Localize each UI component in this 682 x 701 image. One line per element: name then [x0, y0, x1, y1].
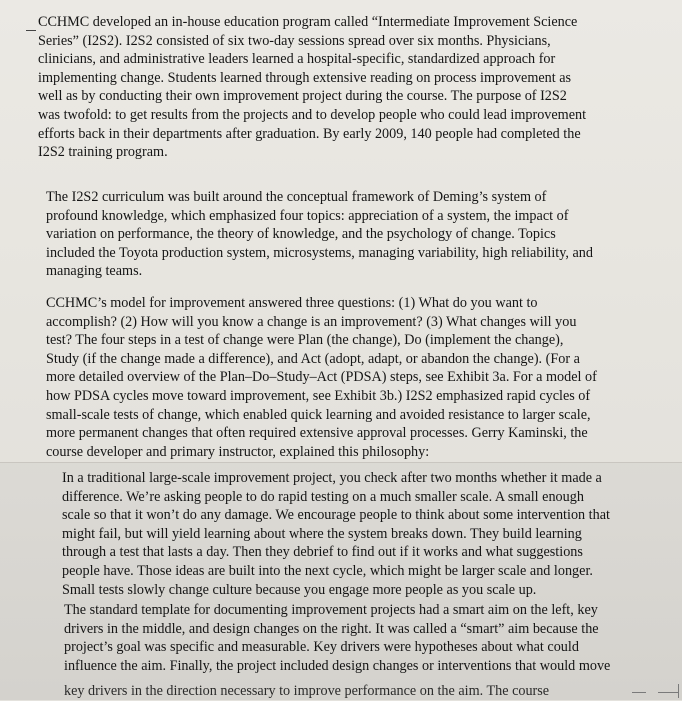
- text-line: course developer and primary instructor, explained this philosophy:: [46, 443, 430, 460]
- paragraph-standard-template: [64, 601, 674, 675]
- edge-tick: [678, 684, 679, 698]
- edge-line: [658, 692, 678, 693]
- text-line: key drivers in the direction necessary to improve performance on the aim. The course: [64, 683, 550, 699]
- text-line: managing teams.: [46, 263, 143, 280]
- block-quote: [62, 469, 672, 599]
- paragraph-curriculum: [46, 188, 676, 281]
- text-line: influence the aim. Finally, the project included design changes or interventions that would move: [64, 657, 611, 674]
- text-line: more permanent changes that often required extensive approval processes. Gerry Kaminski, the: [46, 425, 588, 442]
- paragraph-i2s2-program: [38, 13, 678, 162]
- text-line: variation on performance, the theory of knowledge, and the psychology of change. Topics: [46, 226, 556, 243]
- text-line: profound knowledge, which emphasized four topics: appreciation of a system, the impact of: [46, 207, 569, 224]
- text-line: efforts back in their departments after graduation. By early 2009, 140 people had completed the: [38, 125, 581, 142]
- text-line: drivers in the middle, and design changes on the right. It was called a “smart” aim because the: [64, 620, 599, 637]
- text-line: was twofold: to get results from the projects and to develop people who could lead improvement: [38, 106, 587, 123]
- text-line: clinicians, and administrative leaders learned a hospital-specific, standardized approach for: [38, 51, 556, 68]
- text-line: The standard template for documenting improvement projects had a smart aim on the left, key: [64, 602, 598, 618]
- corner-edge-mark: [624, 680, 682, 700]
- text-line: difference. We’re asking people to do rapid testing on a much smaller scale. A small enough: [62, 488, 584, 505]
- text-line: well as by conducting their own improvement project during the course. The purpose of I2S2: [38, 88, 567, 105]
- text-line: CCHMC’s model for improvement answered three questions: (1) What do you want to: [46, 295, 538, 311]
- text-line: how PDSA cycles move toward improvement, see Exhibit 3b.) I2S2 emphasized rapid cycles of: [46, 387, 591, 404]
- text-line: implementing change. Students learned through extensive reading on process improvement as: [38, 69, 572, 86]
- text-line: I2S2 training program.: [38, 144, 168, 161]
- text-line: The I2S2 curriculum was built around the conceptual framework of Deming’s system of: [46, 189, 547, 205]
- text-line: test? The four steps in a test of change were Plan (the change), Do (implement the change),: [46, 332, 564, 349]
- text-line: through a test that lasts a day. Then they debrief to find out if it works and what suggestions: [62, 544, 583, 561]
- text-line: Study (if the change made a difference), and Act (adopt, adapt, or abandon the change). (For a: [46, 350, 580, 367]
- text-line: CCHMC developed an in-house education program called “Intermediate Improvement Science: [38, 14, 578, 30]
- text-line: included the Toyota production system, microsystems, managing variability, high reliability, and: [46, 244, 593, 261]
- margin-dash: [26, 30, 36, 31]
- text-line: In a traditional large-scale improvement project, you check after two months whether it made a: [62, 470, 602, 486]
- edge-line: [632, 692, 646, 693]
- text-line: Small tests slowly change culture because you engage more people as you scale up.: [62, 581, 537, 598]
- text-line: small-scale tests of change, which enabled quick learning and avoided resistance to larger scale,: [46, 406, 591, 423]
- cut-off-line: [64, 683, 674, 700]
- text-line: accomplish? (2) How will you know a change is an improvement? (3) What changes will you: [46, 313, 577, 330]
- text-line: Series” (I2S2). I2S2 consisted of six two-day sessions spread over six months. Physicians,: [38, 32, 551, 49]
- text-line: people have. Those ideas are built into the next cycle, which might be larger scale and longer.: [62, 562, 593, 579]
- text-line: might fail, but will yield learning about where the system breaks down. They build learning: [62, 525, 582, 542]
- paragraph-model-for-improvement: [46, 294, 676, 461]
- text-line: scale so that it won’t do any damage. We encourage people to think about some intervention that: [62, 507, 610, 524]
- text-line: project’s goal was specific and measurable. Key drivers were hypotheses about what could: [64, 639, 579, 656]
- text-line: more detailed overview of the Plan–Do–Study–Act (PDSA) steps, see Exhibit 3a. For a model of: [46, 369, 597, 386]
